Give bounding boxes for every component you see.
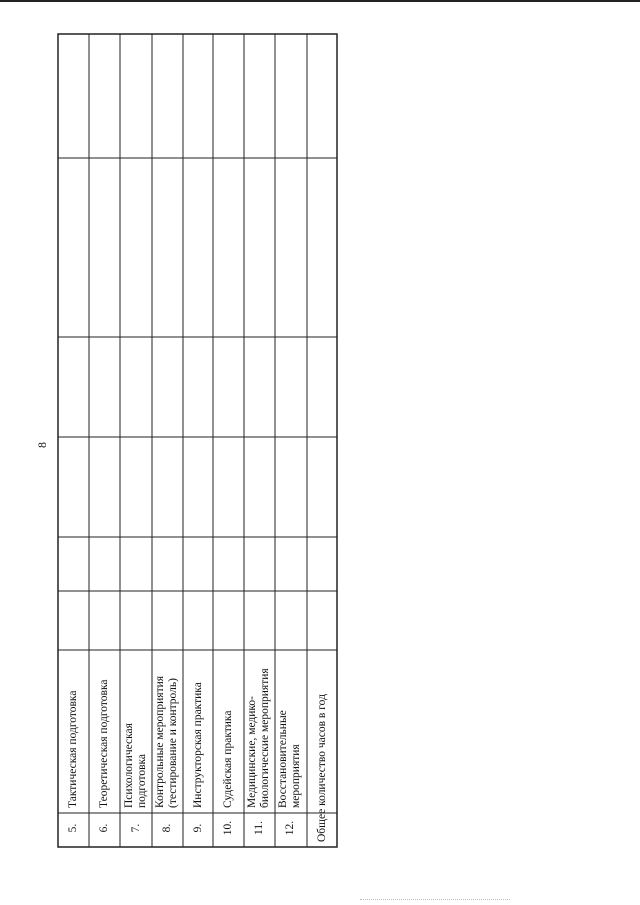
row-11-label: Медицинские, медико-биологические мероприятия [246,668,271,808]
row-9-label: Инструкторская практика [192,682,204,808]
row-6-label: Теоретическая подготовка [98,679,110,808]
row-7-number: 7. [130,823,142,833]
row-12-label: Восстановительные мероприятия [277,710,302,808]
page-number: 8 [35,442,49,448]
row-8-label: Контрольные мероприятия (тестирование и контроль) [154,675,179,808]
row-10-number: 10. [222,820,234,836]
row-5-label: Тактическая подготовка [67,690,79,808]
row-9-number: 9. [192,823,204,833]
bottom-edge-dots [360,899,510,900]
row-5-number: 5. [67,823,79,833]
row-10-label: Судейская практика [222,710,234,808]
row-7-label: Психологическая подготовка [123,723,148,808]
row-8-number: 8. [161,823,173,833]
total-hours-label: Общее количество часов в год [316,694,328,842]
row-12-number: 12. [284,820,296,836]
row-6-number: 6. [98,823,110,833]
row-11-number: 11. [253,821,265,835]
